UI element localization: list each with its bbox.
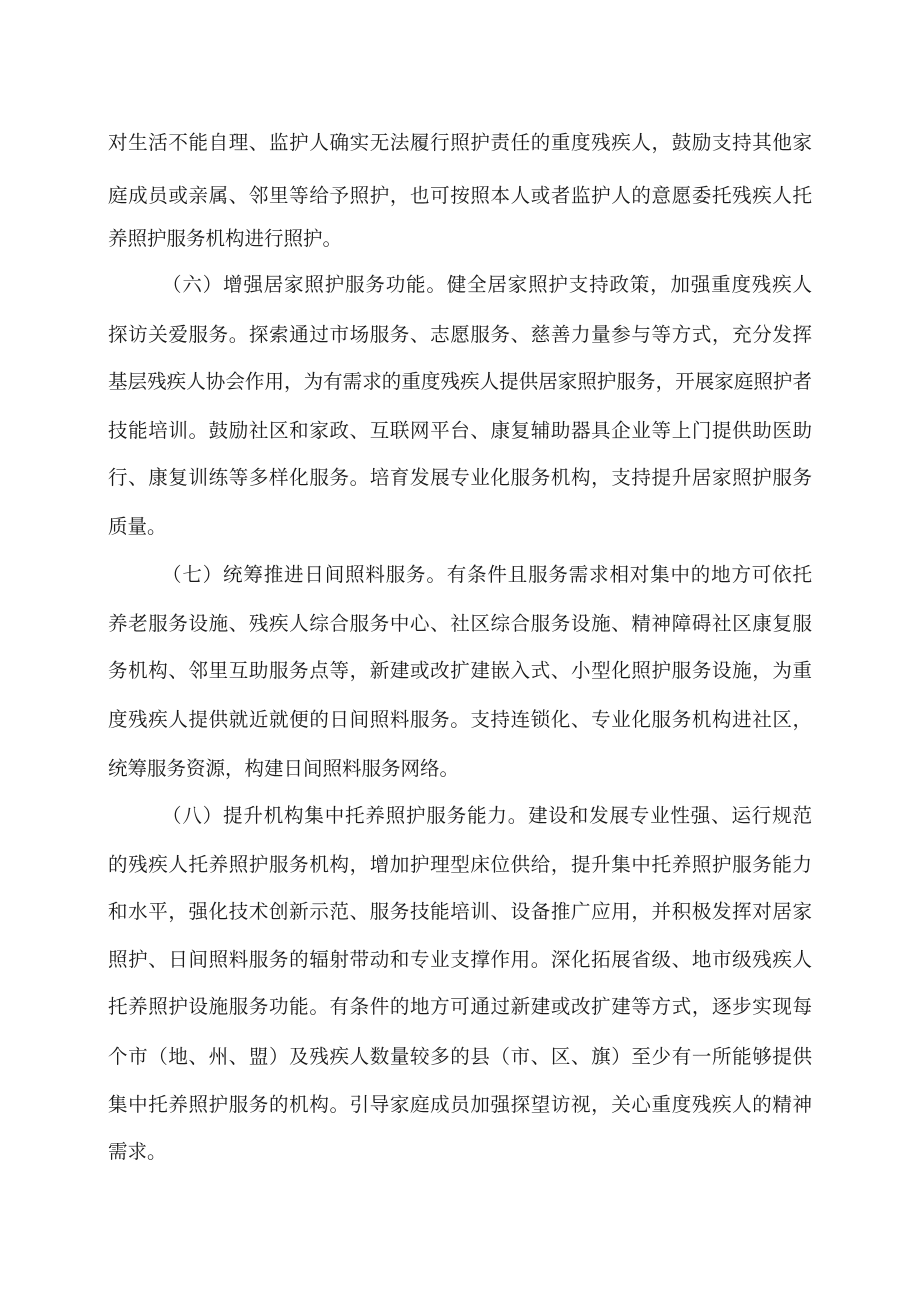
text-line: 托养照护设施服务功能。有条件的地方可通过新建或改扩建等方式，逐步实现每 [108,995,812,1018]
text-line: 基层残疾人协会作用，为有需求的重度残疾人提供居家照护服务，开展家庭照护者 [108,370,812,393]
text-line: 技能培训。鼓励社区和家政、互联网平台、康复辅助器具企业等上门提供助医助 [108,419,812,442]
text-line: 务机构、邻里互助服务点等，新建或改扩建嵌入式、小型化照护服务设施，为重 [108,659,812,682]
text-line: 集中托养照护服务的机构。引导家庭成员加强探望访视，关心重度残疾人的精神 [108,1093,812,1116]
text-line: 探访关爱服务。探索通过市场服务、志愿服务、慈善力量参与等方式，充分发挥 [108,323,812,346]
text-line: 个市（地、州、盟）及残疾人数量较多的县（市、区、旗）至少有一所能够提供 [108,1045,812,1068]
text-line: 和水平，强化技术创新示范、服务技能培训、设备推广应用，并积极发挥对居家 [108,900,812,923]
text-line: （八）提升机构集中托养照护服务能力。建设和发展专业性强、运行规范 [162,804,812,827]
text-line: 需求。 [108,1140,167,1163]
text-line: 对生活不能自理、监护人确实无法履行照护责任的重度残疾人，鼓励支持其他家 [108,131,812,154]
text-line: 的残疾人托养照护服务机构，增加护理型床位供给，提升集中托养照护服务能力 [108,853,812,876]
text-line: 统筹服务资源，构建日间照料服务网络。 [108,757,460,780]
text-line: 养老服务设施、残疾人综合服务中心、社区综合服务设施、精神障碍社区康复服 [108,612,812,635]
text-line: （六）增强居家照护服务功能。健全居家照护支持政策，加强重度残疾人 [162,273,812,296]
text-line: （七）统筹推进日间照料服务。有条件且服务需求相对集中的地方可依托 [162,563,812,586]
text-line: 度残疾人提供就近就便的日间照料服务。支持连锁化、专业化服务机构进社区， [108,708,812,731]
text-line: 照护、日间照料服务的辐射带动和专业支撑作用。深化拓展省级、地市级残疾人 [108,948,812,971]
text-line: 庭成员或亲属、邻里等给予照护，也可按照本人或者监护人的意愿委托残疾人托 [108,184,812,207]
text-line: 质量。 [108,515,167,538]
text-line: 养照护服务机构进行照护。 [108,227,343,250]
text-line: 行、康复训练等多样化服务。培育发展专业化服务机构，支持提升居家照护服务 [108,466,812,489]
